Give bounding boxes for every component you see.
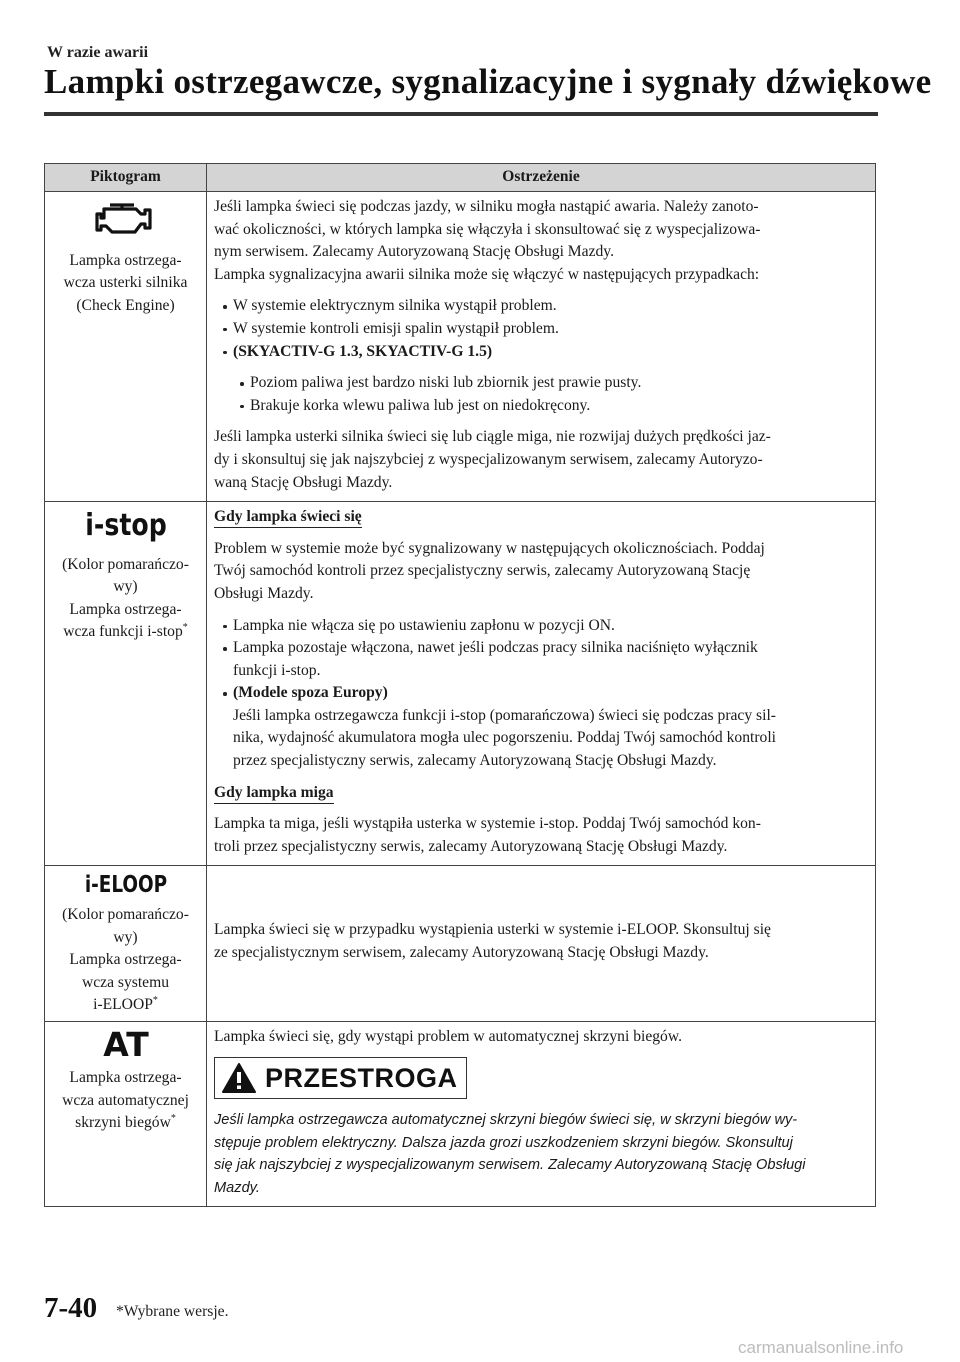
- i-eloop-icon-text: i-ELOOP: [84, 871, 167, 898]
- warning-cell: [207, 1021, 876, 1207]
- title-rule: [44, 112, 878, 116]
- list-item: W systemie elektrycznym silnika wystąpił problem.: [223, 295, 869, 318]
- paragraph-line: Lampka świeci się, gdy wystąpi problem w automatycznej skrzyni biegów.: [214, 1027, 682, 1045]
- list-item: (Modele spoza Europy) Jeśli lampka ostrzegawcza funkcji i-stop (pomarańczowa) świeci się podczas pracy sil- nika, wydajność akumulatora mogła ulec pogorszeniu. Poddaj Twój samochód kontroli przez specjalistyczny serwis, zalecamy Autoryzowaną Stację Obsługi Mazdy.: [223, 682, 869, 772]
- paragraph-line: troli przez specjalistyczny serwis, zalecamy Autoryzowaną Stację Obsługi Mazdy.: [214, 837, 728, 855]
- subheading-lamp-on: Gdy lampka świeci się: [214, 507, 362, 528]
- paragraph-line: wać okoliczności, w których lampka się włączyła i skonsultować się z wyspecjalizowa-: [214, 220, 761, 238]
- list-item: Lampka pozostaje włączona, nawet jeśli podczas pracy silnika naciśnięto wyłącznik funkcji i-stop.: [223, 637, 869, 682]
- list-item: Lampka nie włącza się po ustawieniu zapłonu w pozycji ON.: [223, 615, 869, 638]
- page-title: Lampki ostrzegawcze, sygnalizacyjne i sygnały dźwiękowe: [44, 62, 932, 101]
- paragraph-line: dy i skonsultuj się jak najszybciej z wyspecjalizowanym serwisem, zalecamy Autoryzo-: [214, 450, 763, 468]
- pictogram-cell: [45, 192, 207, 502]
- pictogram-caption: Lampka ostrzega-: [69, 251, 182, 269]
- paragraph-line: Lampka świeci się w przypadku wystąpienia usterki w systemie i-ELOOP. Skonsultuj się: [214, 921, 771, 939]
- pictogram-caption: (Check Engine): [76, 296, 175, 314]
- page-number: 7-40: [44, 1292, 98, 1324]
- sub-bullet-list: [214, 372, 869, 417]
- pictogram-caption: Lampka ostrzega-: [69, 951, 182, 969]
- footnote-asterisk: *: [170, 1112, 176, 1124]
- list-item: Brakuje korka wlewu paliwa lub jest on niedokręcony.: [240, 395, 869, 418]
- i-stop-icon-text: i-stop: [84, 506, 167, 543]
- column-header-warning: Ostrzeżenie: [207, 164, 876, 192]
- pictogram-caption: wy): [113, 928, 138, 946]
- warning-triangle-icon: [221, 1062, 257, 1094]
- paragraph-line: nym serwisem. Zalecamy Autoryzowaną Stację Obsługi Mazdy.: [214, 243, 614, 261]
- warning-lights-table: [44, 163, 876, 1207]
- watermark: carmanualsonline.info: [738, 1338, 904, 1357]
- table-row: [45, 192, 876, 502]
- pictogram-caption: Lampka ostrzega-: [69, 600, 182, 618]
- i-eloop-icon: [49, 870, 202, 904]
- pictogram-caption: wcza funkcji i-stop*: [63, 622, 188, 641]
- table-row: [45, 502, 876, 866]
- footnote-asterisk: *: [152, 994, 158, 1006]
- caution-title: PRZESTROGA: [265, 1062, 458, 1093]
- pictogram-cell: [45, 502, 207, 866]
- pictogram-caption: Lampka ostrzega-: [69, 1069, 182, 1087]
- caution-line: Mazdy.: [214, 1179, 260, 1196]
- column-header-pictogram: Piktogram: [45, 164, 207, 192]
- pictogram-caption: (Kolor pomarańczo-: [62, 906, 189, 924]
- pictogram-cell: [45, 1021, 207, 1207]
- at-icon: [49, 1026, 202, 1068]
- pictogram-caption: wcza systemu: [81, 973, 170, 991]
- caution-line: stępuje problem elektryczny. Dalsza jazda grozi uszkodzeniem skrzyni biegów. Skonsultuj: [214, 1134, 793, 1151]
- subheading-lamp-blinking: Gdy lampka miga: [214, 783, 334, 804]
- paragraph-line: Problem w systemie może być sygnalizowany w następujących okolicznościach. Poddaj: [214, 539, 765, 557]
- paragraph-line: ze specjalistycznym serwisem, zalecamy Autoryzowaną Stację Obsługi Mazdy.: [214, 943, 709, 961]
- pictogram-caption: i-ELOOP*: [93, 994, 158, 1014]
- bullet-list: [214, 295, 869, 363]
- warning-cell: [207, 502, 876, 866]
- footnote-asterisk: *: [182, 622, 188, 634]
- i-stop-icon: [49, 506, 202, 550]
- paragraph-line: Obsługi Mazdy.: [214, 584, 314, 602]
- list-item: Poziom paliwa jest bardzo niski lub zbiornik jest prawie pusty.: [240, 372, 869, 395]
- pictogram-caption: wcza usterki silnika: [63, 274, 188, 292]
- paragraph-line: waną Stację Obsługi Mazdy.: [214, 473, 393, 491]
- caution-line: się jak najszybciej z wyspecjalizowanym serwisem. Zalecamy Autoryzowaną Stację Obsługi: [214, 1157, 806, 1174]
- pictogram-caption: wy): [113, 578, 138, 596]
- paragraph-line: Lampka sygnalizacyjna awarii silnika może się włączyć w następujących przypadkach:: [214, 265, 760, 283]
- pictogram-caption: (Kolor pomarańczo-: [62, 555, 189, 573]
- section-label: W razie awarii: [47, 44, 149, 61]
- pictogram-caption: wcza automatycznej: [62, 1091, 189, 1109]
- check-engine-icon: [49, 196, 202, 246]
- warning-cell: [207, 866, 876, 1021]
- list-item: (SKYACTIV-G 1.3, SKYACTIV-G 1.5): [223, 341, 869, 364]
- pictogram-cell: [45, 866, 207, 1021]
- paragraph-line: Lampka ta miga, jeśli wystąpiła usterka w systemie i-stop. Poddaj Twój samochód kon-: [214, 815, 761, 833]
- table-row: [45, 866, 876, 1021]
- table-row: [45, 1021, 876, 1207]
- footnote: *Wybrane wersje.: [116, 1303, 229, 1320]
- paragraph-line: Jeśli lampka świeci się podczas jazdy, w silniku mogła nastąpić awaria. Należy zanoto-: [214, 198, 759, 215]
- caution-line: Jeśli lampka ostrzegawcza automatycznej skrzyni biegów świeci się, w skrzyni biegów wy-: [214, 1112, 798, 1129]
- paragraph-line: Twój samochód kontroli przez specjalistyczny serwis, zalecamy Autoryzowaną Stację: [214, 562, 751, 580]
- warning-cell: [207, 192, 876, 502]
- caution-box: [214, 1057, 467, 1099]
- bullet-list: [214, 615, 869, 773]
- paragraph-line: Jeśli lampka usterki silnika świeci się lub ciągle miga, nie rozwijaj dużych prędkości jaz-: [214, 428, 771, 446]
- pictogram-caption: skrzyni biegów*: [75, 1112, 176, 1132]
- at-icon-text: AT: [102, 1024, 149, 1064]
- table-header-row: [45, 164, 876, 192]
- list-item: W systemie kontroli emisji spalin wystąpił problem.: [223, 318, 869, 341]
